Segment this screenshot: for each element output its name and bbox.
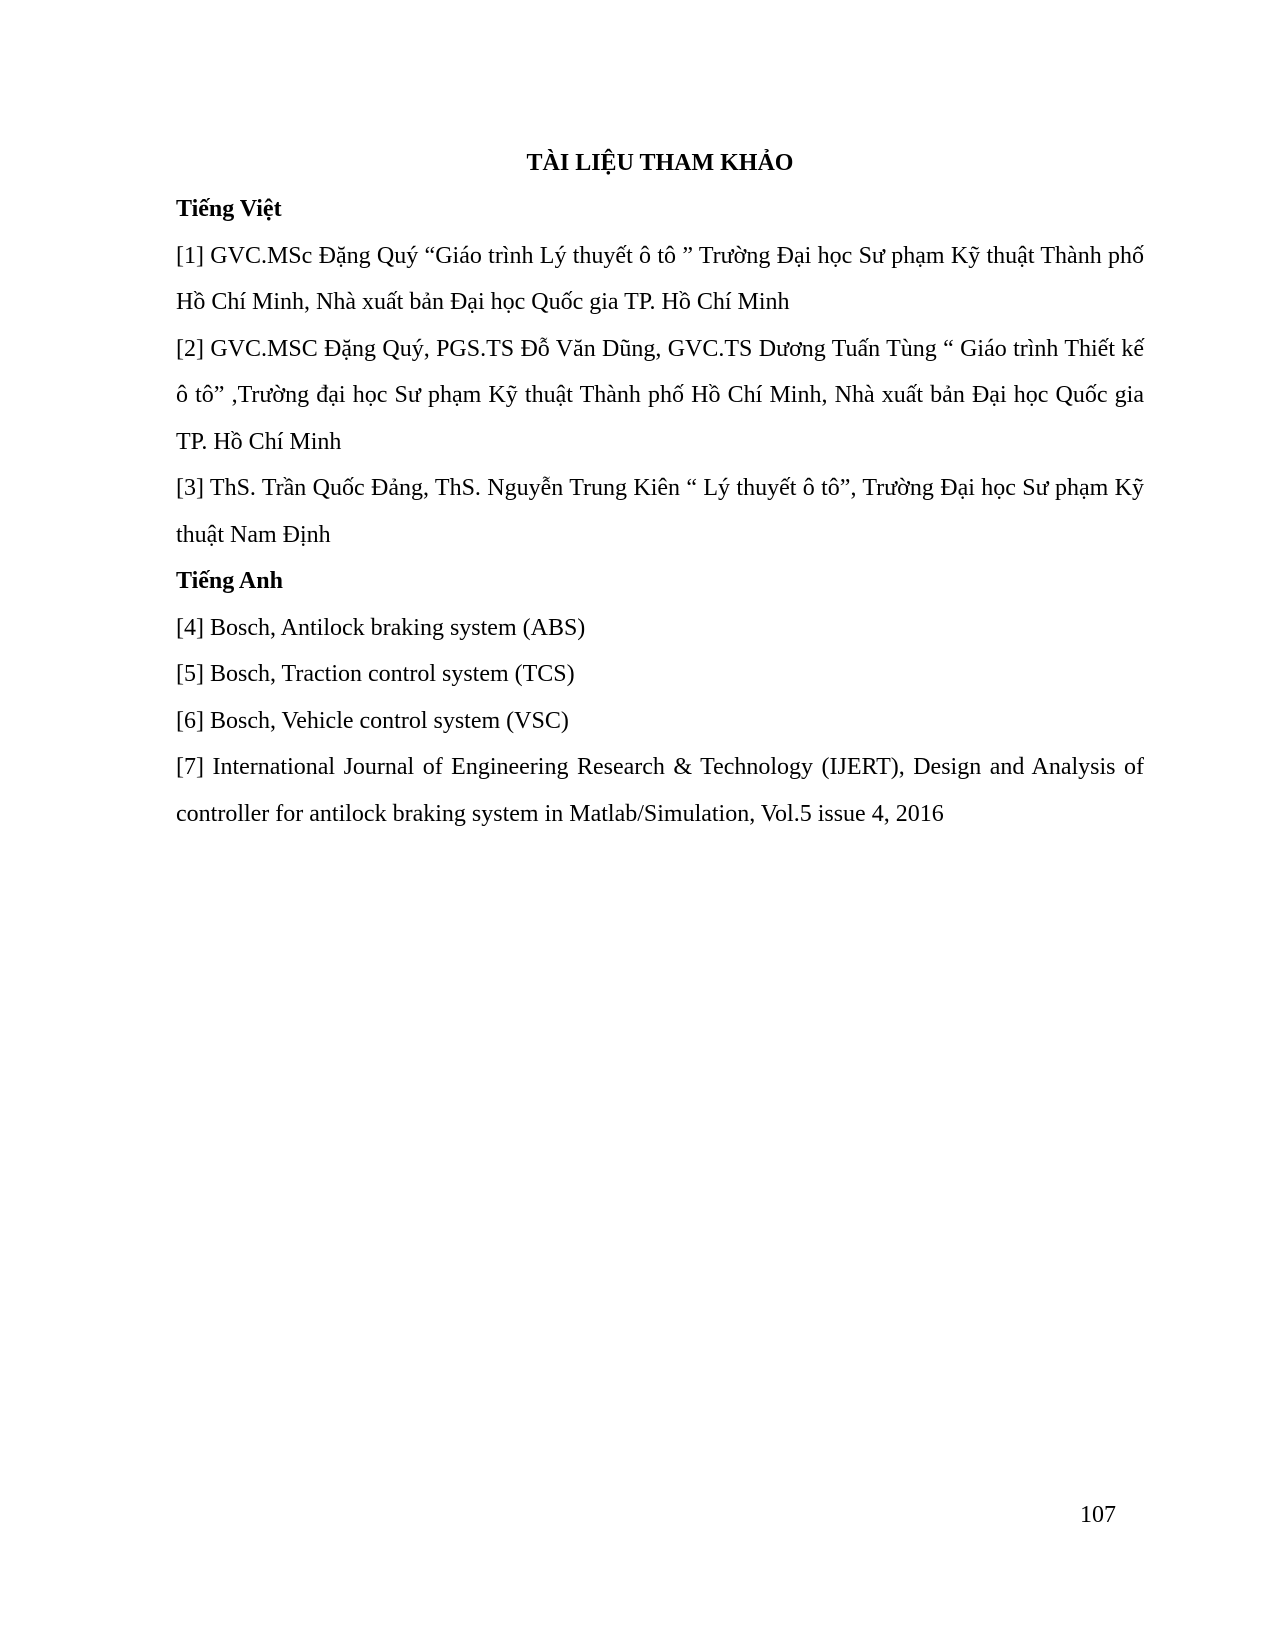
reference-1: [1] GVC.MSc Đặng Quý “Giáo trình Lý thuyết ô tô ” Trường Đại học Sư phạm Kỹ thuật Thành phố Hồ Chí Minh, Nhà xuất bản Đại học Quốc gia TP. Hồ Chí Minh — [176, 242, 1144, 315]
section-heading-vietnamese: Tiếng Việt — [176, 196, 282, 222]
reference-2: [2] GVC.MSC Đặng Quý, PGS.TS Đỗ Văn Dũng, GVC.TS Dương Tuấn Tùng “ Giáo trình Thiết kế ô tô” ,Trường đại học Sư phạm Kỹ thuật Thành phố Hồ Chí Minh, Nhà xuất bản Đại học Quốc gia TP. Hồ Chí Minh — [176, 335, 1144, 455]
reference-7: [7] International Journal of Engineering Research & Technology (IJERT), Design and Analysis of controller for antilock braking system in Matlab/Simulation, Vol.5 issue 4, 2016 — [176, 754, 1144, 827]
reference-5: [5] Bosch, Traction control system (TCS) — [176, 661, 575, 687]
references-content — [176, 140, 1144, 837]
reference-4: [4] Bosch, Antilock braking system (ABS) — [176, 614, 586, 641]
reference-6: [6] Bosch, Vehicle control system (VSC) — [176, 707, 569, 734]
reference-3: [3] ThS. Trần Quốc Đảng, ThS. Nguyễn Trung Kiên “ Lý thuyết ô tô”, Trường Đại học Sư phạm Kỹ thuật Nam Định — [176, 475, 1144, 548]
page-number: 107 — [1080, 1502, 1116, 1528]
section-heading-english: Tiếng Anh — [176, 568, 283, 594]
page-title: TÀI LIỆU THAM KHẢO — [526, 150, 794, 176]
